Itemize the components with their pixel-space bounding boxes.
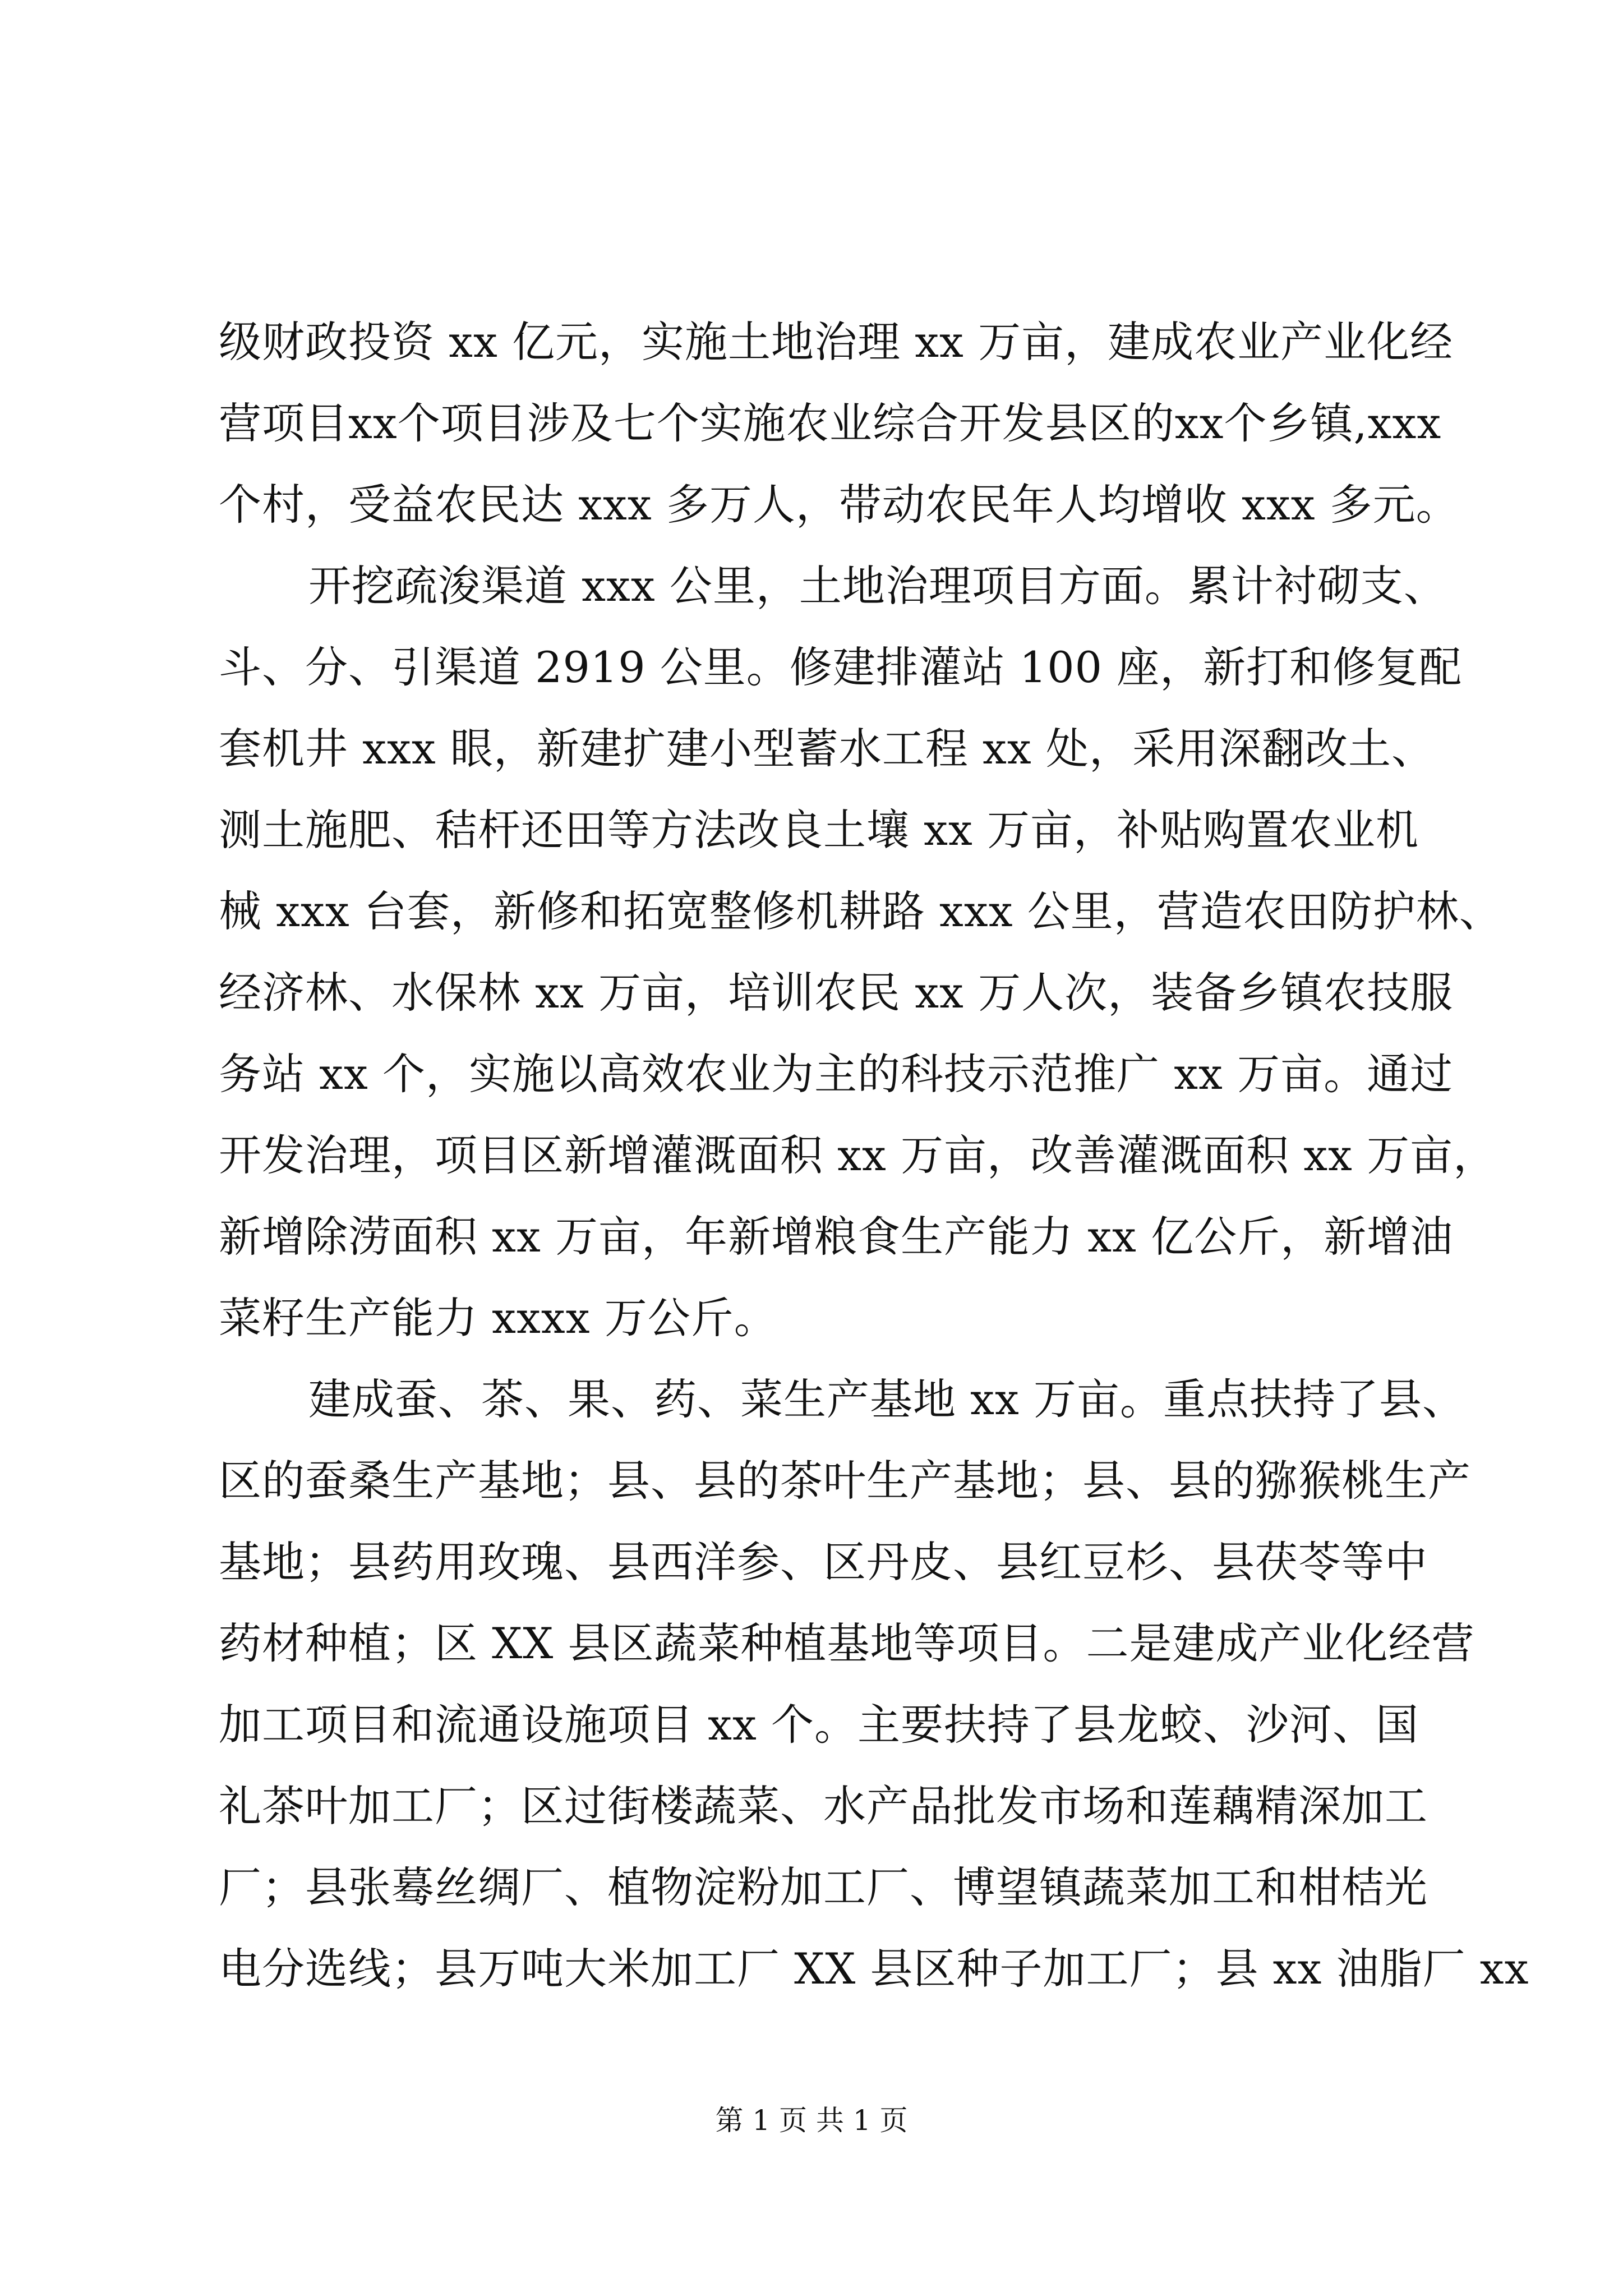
text-line: 经济林、水保林 xx 万亩，培训农民 xx 万人次，装备乡镇农技服 [219, 968, 1454, 1018]
text-line: 级财政投资 xx 亿元，实施土地治理 xx 万亩，建成农业产业化经 [219, 317, 1454, 367]
text-line: 加工项目和流通设施项目 xx 个。主要扶持了县龙蛟、沙河、国 [219, 1700, 1419, 1750]
text-line: 药材种植；区 XX 县区蔬菜种植基地等项目。二是建成产业化经营 [219, 1618, 1475, 1668]
text-line: 开发治理，项目区新增灌溉面积 xx 万亩，改善灌溉面积 xx 万亩， [219, 1130, 1497, 1180]
text-line: 测土施肥、秸杆还田等方法改良土壤 xx 万亩，补贴购置农业机 [219, 805, 1419, 855]
text-line: 营项目xx个项目涉及七个实施农业综合开发县区的xx个乡镇,xxx [219, 398, 1442, 448]
text-line: 个村，受益农民达 xxx 多万人，带动农民年人均增收 xxx 多元。 [219, 480, 1459, 530]
text-line: 务站 xx 个，实施以高效农业为主的科技示范推广 xx 万亩。通过 [219, 1049, 1454, 1099]
text-line: 礼茶叶加工厂；区过街楼蔬菜、水产品批发市场和莲藕精深加工 [219, 1781, 1428, 1831]
text-line: 套机井 xxx 眼，新建扩建小型蓄水工程 xx 处，采用深翻改土、 [219, 724, 1435, 774]
text-line: 厂；县张蓦丝绸厂、植物淀粉加工厂、博望镇蔬菜加工和柑桔光 [219, 1862, 1428, 1912]
text-line: 基地；县药用玫瑰、县西洋参、区丹皮、县红豆杉、县茯苓等中 [219, 1537, 1428, 1587]
text-line: 斗、分、引渠道 2919 公里。修建排灌站 100 座，新打和修复配 [219, 642, 1463, 692]
text-line: 新增除涝面积 xx 万亩，年新增粮食生产能力 xx 亿公斤，新增油 [219, 1212, 1454, 1262]
text-line: 区的蚕桑生产基地；县、县的茶叶生产基地；县、县的猕猴桃生产 [219, 1456, 1471, 1506]
page-footer: 第 1 页 共 1 页 [715, 2104, 908, 2137]
text-line: 建成蚕、茶、果、药、菜生产基地 xx 万亩。重点扶持了县、 [308, 1374, 1466, 1424]
text-line: 械 xxx 台套，新修和拓宽整修机耕路 xxx 公里，营造农田防护林、 [219, 886, 1502, 936]
text-line: 电分选线；县万吨大米加工厂 XX 县区种子加工厂；县 xx 油脂厂 xx [219, 1944, 1529, 1994]
text-line: 菜籽生产能力 xxxx 万公斤。 [219, 1293, 777, 1343]
text-line: 开挖疏浚渠道 xxx 公里，土地治理项目方面。累计衬砌支、 [308, 561, 1447, 611]
